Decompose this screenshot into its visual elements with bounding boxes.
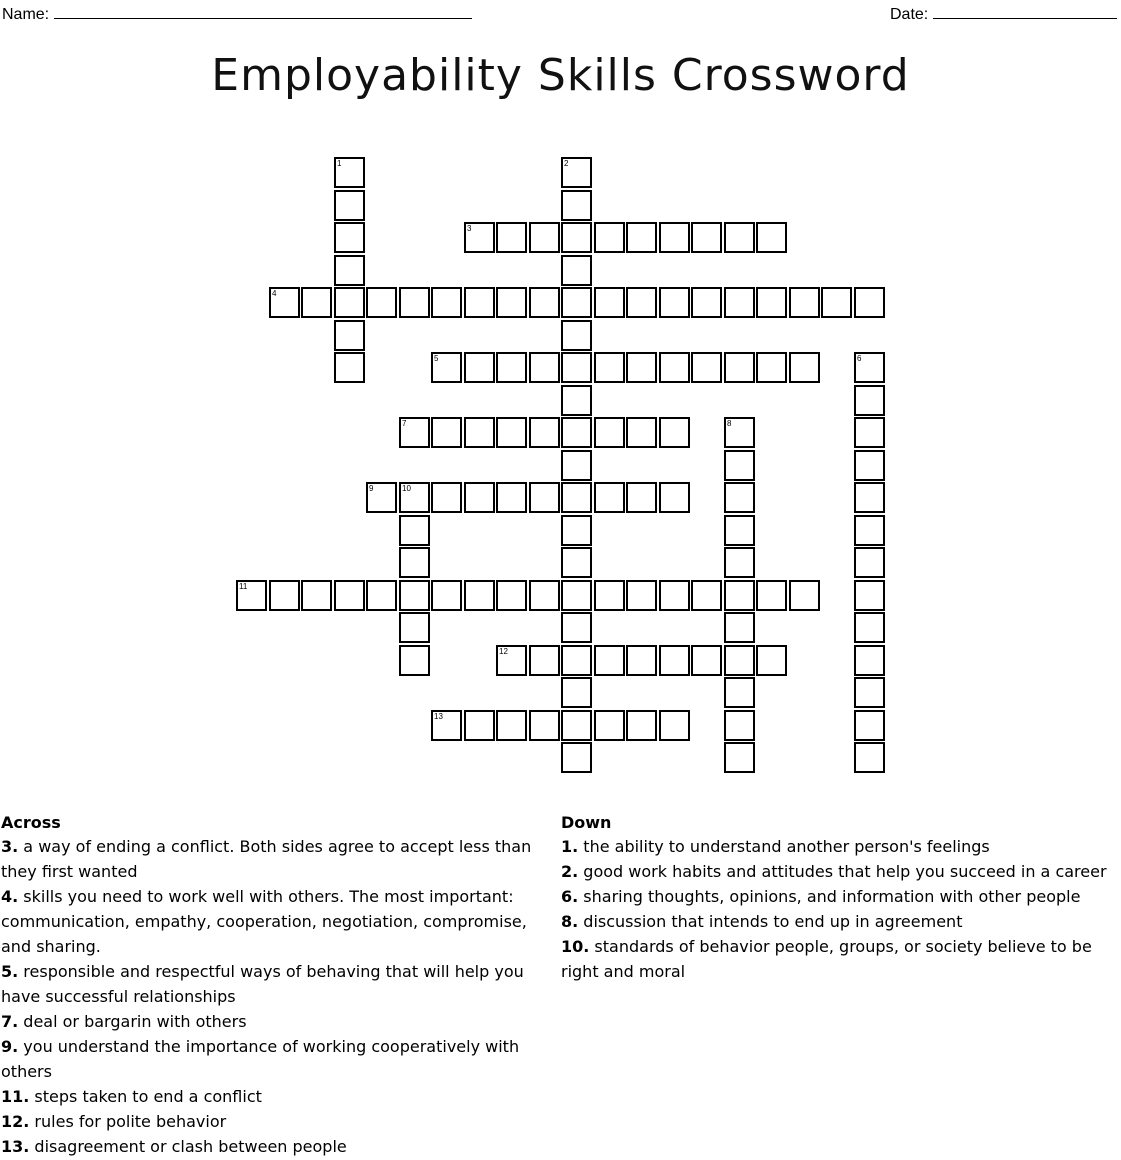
clue-number: 10. (561, 937, 590, 956)
down-heading: Down (561, 813, 612, 832)
clue-number: 1. (561, 837, 579, 856)
crossword-cell[interactable] (789, 287, 820, 318)
clue-text: good work habits and attitudes that help you succeed in a career (578, 862, 1107, 881)
clue-number: 4 (272, 289, 277, 298)
clue-text: rules for polite behavior (29, 1112, 227, 1131)
crossword-cell[interactable] (756, 645, 787, 676)
crossword-cell[interactable] (854, 742, 885, 773)
crossword-cell[interactable] (464, 580, 495, 611)
across-clue (1, 1034, 551, 1084)
crossword-cell[interactable] (854, 352, 885, 383)
crossword-cell[interactable] (594, 352, 625, 383)
crossword-cell[interactable] (399, 612, 430, 643)
crossword-cell[interactable] (301, 287, 332, 318)
crossword-cell[interactable] (724, 645, 755, 676)
crossword-cell[interactable] (496, 352, 527, 383)
crossword-cell[interactable] (561, 710, 592, 741)
crossword-cell[interactable] (529, 482, 560, 513)
clue-number: 6. (561, 887, 579, 906)
crossword-cell[interactable] (821, 287, 852, 318)
crossword-cell[interactable] (464, 710, 495, 741)
across-heading: Across (1, 813, 61, 832)
clue-text: disagreement or clash between people (29, 1137, 347, 1156)
crossword-cell[interactable] (431, 710, 462, 741)
clue-number: 2 (564, 159, 569, 168)
crossword-cell[interactable] (399, 482, 430, 513)
crossword-cell[interactable] (431, 580, 462, 611)
crossword-cell[interactable] (431, 352, 462, 383)
clue-number: 2. (561, 862, 579, 881)
crossword-cell[interactable] (854, 482, 885, 513)
clue-number: 7. (1, 1012, 19, 1031)
crossword-cell[interactable] (529, 287, 560, 318)
crossword-cell[interactable] (561, 580, 592, 611)
crossword-cell[interactable] (626, 580, 657, 611)
crossword-cell[interactable] (724, 482, 755, 513)
clue-number: 1 (337, 159, 342, 168)
across-clue (1, 884, 551, 959)
crossword-cell[interactable] (691, 645, 722, 676)
clue-number: 11. (1, 1087, 30, 1106)
crossword-cell[interactable] (724, 417, 755, 448)
crossword-cell[interactable] (691, 352, 722, 383)
across-clue (1, 1084, 551, 1109)
crossword-cell[interactable] (594, 287, 625, 318)
crossword-cell[interactable] (334, 287, 365, 318)
crossword-cell[interactable] (496, 222, 527, 253)
crossword-cell[interactable] (724, 612, 755, 643)
crossword-cell[interactable] (496, 482, 527, 513)
crossword-cell[interactable] (854, 287, 885, 318)
crossword-cell[interactable] (399, 515, 430, 546)
crossword-cell[interactable] (756, 287, 787, 318)
crossword-cell[interactable] (594, 645, 625, 676)
clue-text: you understand the importance of working cooperatively with others (1, 1037, 520, 1081)
crossword-cell[interactable] (561, 157, 592, 188)
crossword-cell[interactable] (626, 222, 657, 253)
clue-number: 10 (402, 484, 411, 493)
clue-text: sharing thoughts, opinions, and information with other people (578, 887, 1081, 906)
crossword-cell[interactable] (659, 222, 690, 253)
crossword-cell[interactable] (756, 352, 787, 383)
crossword-cell[interactable] (854, 450, 885, 481)
crossword-cell[interactable] (561, 450, 592, 481)
crossword-cell[interactable] (854, 677, 885, 708)
crossword-cell[interactable] (594, 222, 625, 253)
clue-number: 8 (727, 419, 732, 428)
crossword-cell[interactable] (659, 710, 690, 741)
clue-number: 8. (561, 912, 579, 931)
crossword-cell[interactable] (334, 157, 365, 188)
crossword-cell[interactable] (464, 222, 495, 253)
crossword-cell[interactable] (334, 190, 365, 221)
crossword-cell[interactable] (464, 352, 495, 383)
down-clue (561, 834, 1117, 859)
clue-number: 5 (434, 354, 439, 363)
crossword-cell[interactable] (724, 677, 755, 708)
crossword-cell[interactable] (334, 352, 365, 383)
crossword-cell[interactable] (626, 710, 657, 741)
clue-number: 11 (239, 582, 248, 591)
crossword-cell[interactable] (431, 482, 462, 513)
crossword-cell[interactable] (594, 417, 625, 448)
clue-text: standards of behavior people, groups, or society believe to be right and moral (561, 937, 1092, 981)
crossword-cell[interactable] (529, 710, 560, 741)
crossword-cell[interactable] (529, 580, 560, 611)
clue-text: responsible and respectful ways of behaving that will help you have successful relationships (1, 962, 524, 1006)
crossword-cell[interactable] (594, 580, 625, 611)
name-label: Name: (2, 6, 50, 23)
crossword-cell[interactable] (561, 612, 592, 643)
clue-text: deal or bargarin with others (18, 1012, 247, 1031)
crossword-cell[interactable] (724, 742, 755, 773)
clue-number: 12 (499, 647, 508, 656)
crossword-cell[interactable] (594, 482, 625, 513)
clue-number: 4. (1, 887, 19, 906)
crossword-cell[interactable] (659, 645, 690, 676)
crossword-cell[interactable] (691, 287, 722, 318)
crossword-cell[interactable] (399, 580, 430, 611)
crossword-cell[interactable] (334, 255, 365, 286)
crossword-cell[interactable] (366, 580, 397, 611)
crossword-cell[interactable] (496, 710, 527, 741)
crossword-cell[interactable] (691, 222, 722, 253)
crossword-cell[interactable] (366, 482, 397, 513)
crossword-cell[interactable] (659, 287, 690, 318)
crossword-cell[interactable] (691, 580, 722, 611)
crossword-cell[interactable] (269, 287, 300, 318)
clue-text: steps taken to end a conflict (29, 1087, 262, 1106)
crossword-cell[interactable] (399, 547, 430, 578)
crossword-cell[interactable] (561, 385, 592, 416)
crossword-cell[interactable] (496, 287, 527, 318)
clue-number: 13 (434, 712, 443, 721)
crossword-cell[interactable] (626, 417, 657, 448)
crossword-cell[interactable] (626, 482, 657, 513)
crossword-cell[interactable] (594, 710, 625, 741)
down-clues (561, 812, 1117, 984)
crossword-cell[interactable] (431, 417, 462, 448)
crossword-cell[interactable] (236, 580, 267, 611)
clue-text: skills you need to work well with others. The most important: communication, empathy, cooperation, negotiation, compromise, and sharing. (1, 887, 527, 956)
crossword-cell[interactable] (659, 482, 690, 513)
across-clue (1, 1134, 551, 1159)
crossword-cell[interactable] (496, 417, 527, 448)
crossword-cell[interactable] (529, 645, 560, 676)
crossword-cell[interactable] (756, 222, 787, 253)
crossword-cell[interactable] (724, 710, 755, 741)
crossword-cell[interactable] (561, 190, 592, 221)
crossword-cell[interactable] (561, 677, 592, 708)
crossword-cell[interactable] (724, 287, 755, 318)
crossword-cell[interactable] (334, 580, 365, 611)
crossword-cell[interactable] (496, 580, 527, 611)
crossword-cell[interactable] (724, 515, 755, 546)
crossword-cell[interactable] (561, 255, 592, 286)
crossword-cell[interactable] (854, 710, 885, 741)
crossword-cell[interactable] (529, 352, 560, 383)
crossword-cell[interactable] (854, 580, 885, 611)
down-clue (561, 884, 1117, 909)
crossword-cell[interactable] (496, 645, 527, 676)
crossword-cell[interactable] (366, 287, 397, 318)
crossword-cell[interactable] (561, 352, 592, 383)
clue-number: 5. (1, 962, 19, 981)
crossword-cell[interactable] (724, 547, 755, 578)
crossword-cell[interactable] (561, 742, 592, 773)
crossword-cell[interactable] (724, 352, 755, 383)
crossword-cell[interactable] (464, 417, 495, 448)
down-clue (561, 934, 1117, 984)
crossword-cell[interactable] (626, 645, 657, 676)
clue-number: 13. (1, 1137, 30, 1156)
crossword-cell[interactable] (789, 580, 820, 611)
date-label: Date: (890, 6, 929, 23)
across-clue (1, 959, 551, 1009)
crossword-cell[interactable] (724, 222, 755, 253)
crossword-cell[interactable] (854, 515, 885, 546)
crossword-cell[interactable] (659, 417, 690, 448)
crossword-cell[interactable] (659, 352, 690, 383)
crossword-cell[interactable] (854, 645, 885, 676)
crossword-cell[interactable] (659, 580, 690, 611)
crossword-cell[interactable] (399, 417, 430, 448)
crossword-cell[interactable] (854, 417, 885, 448)
crossword-cell[interactable] (789, 352, 820, 383)
crossword-cell[interactable] (854, 612, 885, 643)
crossword-cell[interactable] (399, 287, 430, 318)
clue-number: 9. (1, 1037, 19, 1056)
across-clues (1, 812, 551, 1159)
crossword-cell[interactable] (431, 287, 462, 318)
clue-number: 3 (467, 224, 472, 233)
crossword-cell[interactable] (561, 320, 592, 351)
crossword-cell[interactable] (626, 287, 657, 318)
crossword-cell[interactable] (756, 580, 787, 611)
crossword-cell[interactable] (334, 222, 365, 253)
crossword-cell[interactable] (724, 450, 755, 481)
crossword-cell[interactable] (561, 515, 592, 546)
crossword-cell[interactable] (561, 645, 592, 676)
crossword-cell[interactable] (854, 385, 885, 416)
crossword-cell[interactable] (301, 580, 332, 611)
page-title: Employability Skills Crossword (211, 50, 910, 101)
crossword-cell[interactable] (399, 645, 430, 676)
clue-number: 3. (1, 837, 19, 856)
down-clue (561, 909, 1117, 934)
crossword-cell[interactable] (561, 287, 592, 318)
clue-number: 12. (1, 1112, 30, 1131)
clue-text: discussion that intends to end up in agreement (578, 912, 963, 931)
clue-number: 9 (369, 484, 374, 493)
clue-text: a way of ending a conflict. Both sides agree to accept less than they first wanted (1, 837, 532, 881)
clue-text: the ability to understand another person's feelings (578, 837, 990, 856)
crossword-cell[interactable] (269, 580, 300, 611)
crossword-cell[interactable] (724, 580, 755, 611)
across-clue (1, 834, 551, 884)
crossword-cell[interactable] (561, 417, 592, 448)
clue-number: 7 (402, 419, 407, 428)
crossword-cell[interactable] (334, 320, 365, 351)
crossword-cell[interactable] (561, 482, 592, 513)
crossword-cell[interactable] (529, 222, 560, 253)
across-clue (1, 1109, 551, 1134)
crossword-cell[interactable] (561, 547, 592, 578)
crossword-cell[interactable] (529, 417, 560, 448)
clue-number: 6 (857, 354, 862, 363)
across-clue (1, 1009, 551, 1034)
crossword-cell[interactable] (464, 482, 495, 513)
crossword-cell[interactable] (854, 547, 885, 578)
crossword-cell[interactable] (561, 222, 592, 253)
down-clue (561, 859, 1117, 884)
crossword-cell[interactable] (626, 352, 657, 383)
crossword-cell[interactable] (464, 287, 495, 318)
